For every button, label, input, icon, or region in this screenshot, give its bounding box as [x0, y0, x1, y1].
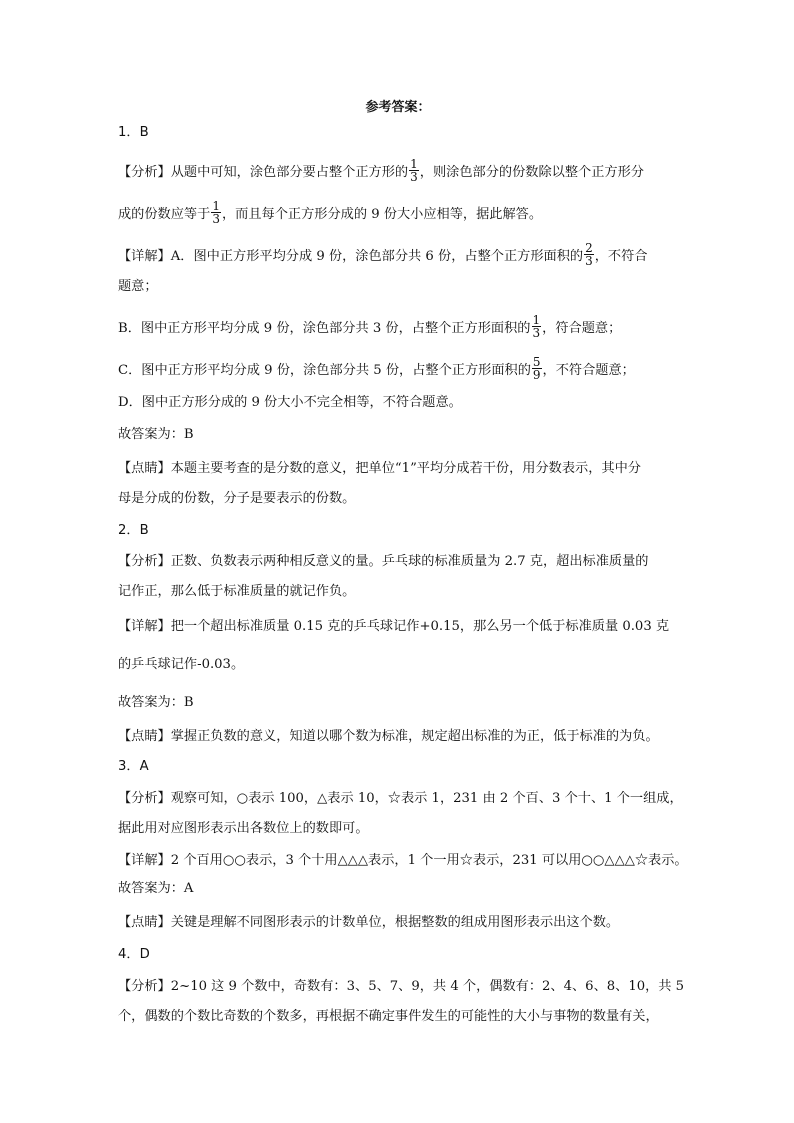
q1-analysis-text-c: 成的份数应等于 — [118, 207, 211, 222]
q3-analysis-line-1: 【分析】观察可知，○表示 100，△表示 10，☆表示 1，231 由 2 个百、3 个十、1 个一组成， — [118, 791, 683, 806]
frac-numerator: 5 — [532, 355, 541, 369]
frac-denominator: 3 — [532, 326, 541, 340]
q4-analysis-line-1: 【分析】2~10 这 9 个数中，奇数有：3、5、7、9，共 4 个，偶数有：2、4、6、8、10，共 5 — [118, 979, 685, 994]
page-title: 参考答案： — [365, 100, 431, 115]
q2-detail-line-1: 【详解】把一个超出标准质量 0.15 克的乒乓球记作+0.15，那么另一个低于标准质量 0.03 克 — [118, 619, 670, 634]
q2-comment: 【点睛】掌握正负数的意义，知道以哪个数为标准，规定超出标准的为正，低于标准的为负。 — [118, 729, 659, 744]
q1-option-c — [118, 355, 678, 383]
frac-numerator: 1 — [410, 157, 418, 171]
q1-comment-line-1: 【点睛】本题主要考查的是分数的意义，把单位“1”平均分成若干份，用分数表示，其中分 — [118, 461, 641, 476]
q2-answer: 故答案为：B — [118, 695, 194, 710]
frac-denominator: 3 — [410, 170, 418, 184]
q1-fraction-5 — [532, 356, 542, 381]
q3-detail: 【详解】2 个百用○○表示，3 个十用△△△表示，1 个一用☆表示，231 可以用○○△△△☆表示。 — [118, 853, 688, 868]
q3-comment: 【点睛】关键是理解不同图形表示的计数单位，根据整数的组成用图形表示出这个数。 — [118, 915, 620, 930]
q1-fraction-4 — [532, 314, 542, 339]
q1-detail-line-2: 题意； — [118, 279, 158, 294]
q1-option-b-text-a: B．图中正方形平均分成 9 份，涂色部分共 3 份，占整个正方形面积的 — [118, 321, 531, 336]
frac-numerator: 2 — [585, 241, 593, 255]
q1-option-b-text-b: ，符合题意； — [542, 321, 622, 336]
q1-option-c-text-b: ，不符合题意； — [542, 363, 635, 378]
q1-analysis-line-2 — [118, 199, 678, 227]
q1-option-d: D．图中正方形分成的 9 份大小不完全相等，不符合题意。 — [118, 395, 462, 410]
q1-detail-line-1 — [118, 241, 678, 269]
q1-analysis-line-1 — [118, 157, 678, 185]
frac-denominator: 3 — [585, 254, 593, 268]
q2-number: 2．B — [118, 523, 149, 538]
q4-number: 4．D — [118, 947, 150, 962]
q1-detail-text-b: ，不符合 — [594, 249, 648, 264]
q2-detail-line-2: 的乒乓球记作-0.03。 — [118, 657, 245, 672]
q2-analysis-line-2: 记作正，那么低于标准质量的就记作负。 — [118, 584, 356, 599]
q1-analysis-text-b: ，则涂色部分的份数除以整个正方形分 — [419, 165, 644, 180]
q1-analysis-text-a: 【分析】从题中可知，涂色部分要占整个正方形的 — [118, 165, 409, 180]
q1-answer: 故答案为：B — [118, 427, 194, 442]
frac-numerator: 1 — [532, 313, 541, 327]
frac-denominator: 9 — [532, 368, 541, 382]
q1-number: 1．B — [118, 125, 149, 140]
frac-denominator: 3 — [212, 212, 220, 226]
frac-numerator: 1 — [212, 199, 220, 213]
q3-answer: 故答案为：A — [118, 881, 194, 896]
q1-option-b — [118, 313, 678, 341]
q3-number: 3．A — [118, 759, 149, 774]
q1-fraction-1 — [409, 158, 419, 183]
q1-option-c-text-a: C．图中正方形平均分成 9 份，涂色部分共 5 份，占整个正方形面积的 — [118, 363, 531, 378]
q1-detail-text-a: 【详解】A．图中正方形平均分成 9 份，涂色部分共 6 份，占整个正方形面积的 — [118, 249, 584, 264]
q1-analysis-text-d: ，而且每个正方形分成的 9 份大小应相等，据此解答。 — [221, 207, 543, 222]
q4-analysis-line-2: 个，偶数的个数比奇数的个数多，再根据不确定事件发生的可能性的大小与事物的数量有关， — [118, 1009, 659, 1024]
q3-analysis-line-2: 据此用对应图形表示出各数位上的数即可。 — [118, 821, 369, 836]
q1-fraction-2 — [211, 200, 221, 225]
q2-analysis-line-1: 【分析】正数、负数表示两种相反意义的量。乒乓球的标准质量为 2.7 克，超出标准质量的 — [118, 554, 649, 569]
q1-comment-line-2: 母是分成的份数，分子是要表示的份数。 — [118, 491, 356, 506]
q1-fraction-3 — [584, 242, 594, 267]
